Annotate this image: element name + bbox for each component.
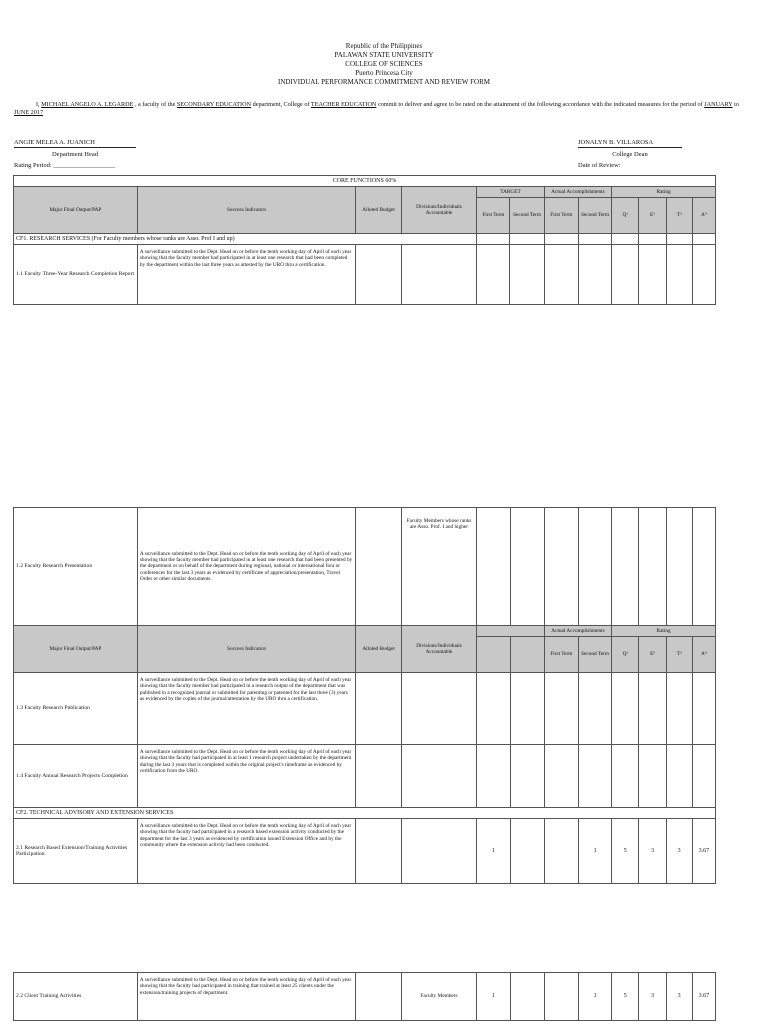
performance-table-part1 xyxy=(13,175,716,305)
col-actual-accomplishments: Actual Accomplishments xyxy=(544,187,611,198)
header-republic: Republic of the Philippines xyxy=(345,42,423,50)
intro-text-2: , a faculty of the xyxy=(133,101,177,108)
form-title: INDIVIDUAL PERFORMANCE COMMITMENT AND REVIEW FORM xyxy=(277,78,491,86)
row-2-1-t: 3 xyxy=(666,819,692,884)
col-a: A⁴ xyxy=(692,198,715,234)
header-college: COLLEGE OF SCIENCES xyxy=(345,60,423,68)
intro-text-5: to xyxy=(732,101,739,108)
col-e: E² xyxy=(639,198,666,234)
col-actual-second-term-repeat: Second Term xyxy=(578,637,611,673)
row-1-4-mfo: 1.4 Faculty Annual Research Projects Completion xyxy=(14,745,138,808)
table-row xyxy=(14,819,716,884)
col-q-repeat: Q¹ xyxy=(612,637,639,673)
col-success-indicators-repeat: Success Indicators xyxy=(137,626,356,673)
intro-text-1: I, xyxy=(36,101,42,108)
col-major-final-output-repeat: Major Final Output/PAP xyxy=(14,626,138,673)
date-of-review: Date of Review: xyxy=(578,162,621,169)
col-target-first-term: First Term xyxy=(477,198,510,234)
col-major-final-output: Major Final Output/PAP xyxy=(14,187,138,234)
col-e-repeat: E² xyxy=(639,637,666,673)
core-functions-heading: CORE FUNCTIONS 60% xyxy=(14,176,716,187)
row-2-1-indicator: A surveillance submitted to the Dept. Head on or before the tenth working day of April of each year showing that the faculty had participated in a research based extension activity conducted by the department for the last 3 years as evidenced by certification issued Extension Office and by the community where the extension activity had been conducted. xyxy=(137,819,356,884)
row-1-4-indicator: A surveillance submitted to the Dept. Head on or before the tenth working day of April of each year showing that the faculty had participated in at least 1 research project undertaken by the department during the last 3 years that is completed within the original project's timeframe as evidenced by certification from the URO. xyxy=(137,745,356,808)
row-2-2-accountable: Faculty Members xyxy=(401,973,477,1021)
college-name: TEACHER EDUCATION xyxy=(310,101,377,108)
cf1-section-heading: CF1. RESEARCH SERVICES (For Faculty members whose ranks are Asso. Prof I and up) xyxy=(14,234,477,245)
col-actual-first-term-repeat: First Term xyxy=(544,637,578,673)
period-end: JUNE 2017 xyxy=(14,109,44,116)
row-2-1-actual-second: 1 xyxy=(578,819,611,884)
col-divisions-accountable: Divisions/Individuals Accountable xyxy=(401,187,477,234)
table-row xyxy=(14,508,716,626)
row-2-2-e: 3 xyxy=(639,973,666,1021)
row-2-1-q: 5 xyxy=(612,819,639,884)
dean-title: College Dean xyxy=(612,151,648,158)
rating-period: Rating Period: ___________________ xyxy=(14,162,116,169)
col-rating-repeat: Rating xyxy=(612,626,716,637)
performance-table-part2 xyxy=(13,507,716,884)
intro-text-4: commit to deliver and agree to be rated on the attainment of the following accordance with the indicated measures for the period of xyxy=(376,101,705,108)
row-1-2-mfo: 1.2 Faculty Research Presentation xyxy=(14,508,138,626)
row-2-2-actual-second: 1 xyxy=(578,973,611,1021)
table-row xyxy=(14,245,716,305)
col-actual-first-term: First Term xyxy=(544,198,578,234)
intro-text-3: department, College of xyxy=(251,101,311,108)
col-rating: Rating xyxy=(612,187,716,198)
row-2-2-q: 5 xyxy=(612,973,639,1021)
col-alloted-budget-repeat: Alloted Budget xyxy=(356,626,401,673)
row-2-1-e: 3 xyxy=(639,819,666,884)
row-2-1-target-first: 1 xyxy=(477,819,510,884)
performance-table-part3 xyxy=(13,972,716,1021)
col-success-indicators: Success Indicators xyxy=(137,187,356,234)
row-1-2-indicator: A surveillance submitted to the Dept. Head on or before the tenth working day of April of each year showing that the faculty member had participated in at least one research that had been presented by the department or on behalf of the department during regional, national or international fora or conferences for the last 3 years as evidenced by certificate of appreciation/presentation, Travel Order or other similar documents. xyxy=(137,508,356,626)
faculty-name: MICHAEL ANGELO A. LEGARDE xyxy=(41,101,134,108)
table-row xyxy=(14,673,716,745)
row-2-2-t: 3 xyxy=(666,973,692,1021)
row-1-3-indicator: A surveillance submitted to the Dept. Head on or before the tenth working day of April of each year showing that the faculty member had participated in a research output of the department that was published in a recognized journal or submitted for patenting or patented for the last three (3) years as evidenced by the copies of the journal/attestation by the URO thru a certification. xyxy=(137,673,356,745)
row-2-1-a: 3.67 xyxy=(692,819,715,884)
row-2-2-a: 3.67 xyxy=(692,973,715,1021)
row-2-1-mfo: 2.1 Research Based Extension/Training Activities Participation xyxy=(14,819,138,884)
col-target: TARGET xyxy=(477,187,544,198)
col-alloted-budget: Alloted Budget xyxy=(356,187,401,234)
dept-head-title: Department Head xyxy=(51,151,99,158)
period-start: JANUARY xyxy=(704,101,733,108)
col-target-second-term: Second Term xyxy=(510,198,544,234)
row-1-3-mfo: 1.3 Faculty Research Publication xyxy=(14,673,138,745)
dept-head-name: ANGIE MELEA A. JUANICH xyxy=(14,138,136,148)
row-2-2-indicator: A surveillance submitted to the Dept. Head on or before the tenth working day of April of each year showing that the faculty had participated in training that trained at least 25 clients under the extension/training projects of department. xyxy=(137,973,356,1021)
col-divisions-accountable-repeat: Divisions/Individuals Accountable xyxy=(401,626,477,673)
row-1-1-indicator: A surveillance submitted to the Dept. Head on or before the tenth working day of April of each year showing that the faculty member had participated in at least one research that had been completed by the department within the last three years as attested by the URO thru a certification. xyxy=(137,245,356,305)
department-name: SECONDARY EDUCATION xyxy=(176,101,252,108)
col-t: T³ xyxy=(666,198,692,234)
row-2-2-target-first: 1 xyxy=(477,973,510,1021)
commitment-statement xyxy=(14,101,754,117)
col-actual-repeat: Actual Accomplishments xyxy=(544,626,611,637)
row-1-2-accountable: Faculty Members whose ranks are Asso. Prof. I and higher xyxy=(401,508,477,626)
cf2-section-heading: CF2. TECHNICAL ADVISORY AND EXTENSION SERVICES xyxy=(14,808,716,819)
header-city: Puerto Princesa City xyxy=(355,69,413,77)
header-university: PALAWAN STATE UNIVERSITY xyxy=(334,51,434,59)
table-row xyxy=(14,745,716,808)
row-1-1-mfo: 1.1 Faculty Three-Year Research Completion Report xyxy=(14,245,138,305)
row-2-2-mfo: 2.2 Client Training Activities xyxy=(14,973,138,1021)
table-row xyxy=(14,973,716,1021)
col-actual-second-term: Second Term xyxy=(578,198,611,234)
dean-name: JONALYN B. VILLAROSA xyxy=(578,138,682,148)
col-q: Q¹ xyxy=(612,198,639,234)
col-a-repeat: A⁴ xyxy=(692,637,715,673)
col-t-repeat: T³ xyxy=(666,637,692,673)
